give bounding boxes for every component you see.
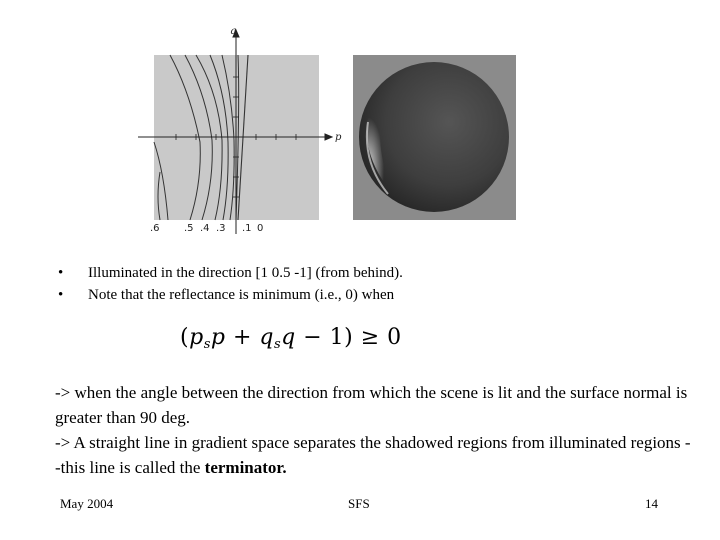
bullet-text: Note that the reflectance is minimum (i.e., 0) when — [88, 287, 395, 303]
equation-part: − 1) ≥ 0 — [295, 325, 402, 350]
explanation-text — [55, 380, 695, 480]
explanation-line: -> when the angle between the direction from which the scene is lit and the surface normal is greater than 90 deg. — [55, 383, 688, 427]
contour-label: .3 — [216, 223, 226, 234]
footer-page-number: 14 — [645, 496, 658, 511]
contour-label: .6 — [150, 223, 160, 234]
bullet-icon: • — [58, 265, 64, 281]
list-item — [58, 262, 403, 284]
explanation-line — [55, 430, 695, 480]
bullet-list — [58, 262, 403, 306]
contour-label: .1 — [242, 223, 252, 234]
equation — [180, 325, 402, 352]
equation-subscript: s — [203, 337, 211, 352]
list-item — [58, 284, 403, 306]
contour-label: 0 — [257, 223, 264, 234]
contour-label: .5 — [184, 223, 194, 234]
equation-part: p — [189, 325, 204, 350]
equation-part: ( — [180, 325, 190, 350]
footer-title: SFS — [348, 496, 370, 511]
explanation-text-part: -> A straight line in gradient space separates the shadowed regions from illuminated regions --this line is called the — [55, 433, 691, 477]
equation-part: q — [281, 325, 296, 350]
equation-part: q — [259, 325, 274, 350]
equation-subscript: s — [273, 337, 282, 352]
period: . — [282, 458, 287, 477]
axis-label-q: q — [230, 26, 237, 37]
figure — [130, 22, 530, 242]
footer-date: May 2004 — [60, 496, 114, 511]
equation-part: + — [225, 325, 260, 350]
equation-part: p — [210, 325, 226, 350]
contour-value-labels — [150, 223, 263, 234]
terminator-term: terminator — [204, 458, 283, 477]
reflectance-map — [138, 26, 342, 234]
rendered-sphere-image — [353, 55, 516, 220]
bullet-text: Illuminated in the direction [1 0.5 -1] (from behind). — [88, 265, 403, 281]
bullet-icon: • — [58, 287, 64, 303]
axis-label-p: p — [335, 132, 342, 143]
contour-label: .4 — [200, 223, 210, 234]
